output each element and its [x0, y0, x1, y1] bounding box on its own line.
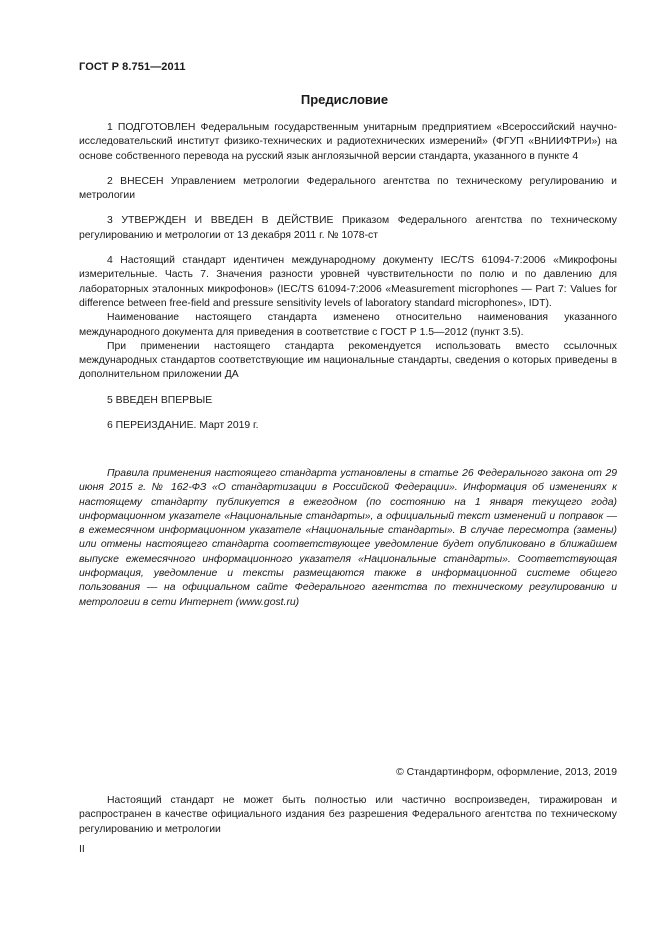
preface-item-4: 4 Настоящий стандарт идентичен международному документу IEC/TS 61094-7:2006 «Микрофоны измерительные. Часть 7. Значения разности уровней чувствительности по полю и по давлению для лабораторных эталонных микрофонов» (IEC/TS 61094-7:2006 «Measurement microphones — Part 7: Values for difference between free-field and pressure sensitivity levels of laboratory standard microphones», IDT). — [79, 255, 617, 309]
preface-body — [79, 121, 617, 433]
preface-item-5: 5 ВВЕДЕН ВПЕРВЫЕ — [107, 394, 213, 406]
copyright-line: © Стандартинформ, оформление, 2013, 2019 — [396, 767, 617, 778]
page-title: Предисловие — [300, 92, 389, 107]
preface-item-3: 3 УТВЕРЖДЕН И ВВЕДЕН В ДЕЙСТВИЕ Приказом Федерального агентства по техническому регулированию и метрологии от 13 декабря 2011 г. № 1078-ст — [79, 215, 617, 241]
preface-item-4-reference-note: При применении настоящего стандарта рекомендуется использовать вместо ссылочных международных стандартов соответствующие им национальные стандарты, сведения о которых приведены в дополнительном приложении ДА — [79, 340, 617, 381]
page-number: II — [79, 844, 85, 855]
reproduction-notice: Настоящий стандарт не может быть полностью или частично воспроизведен, тиражирован и распространен в качестве официального издания без разрешения Федерального агентства по техническому регулированию и метрологии — [79, 795, 617, 835]
preface-item-1: 1 ПОДГОТОВЛЕН Федеральным государственным унитарным предприятием «Всероссийский научно-исследовательский институт физико-технических и радиотехнических измерений» (ФГУП «ВНИИФТРИ») на основе собственного перевода на русский язык англоязычной версии стандарта, указанного в пункте 4 — [79, 122, 617, 162]
preface-item-6: 6 ПЕРЕИЗДАНИЕ. Март 2019 г. — [107, 420, 259, 432]
standard-code: ГОСТ Р 8.751—2011 — [79, 61, 186, 73]
preface-item-2: 2 ВНЕСЕН Управлением метрологии Федерального агентства по техническому регулированию и метрологии — [79, 175, 617, 202]
application-rules-notice: Правила применения настоящего стандарта установлены в статье 26 Федерального закона от 29 июня 2015 г. № 162-ФЗ «О стандартизации в Российской Федерации». Информация об изменениях к настоящему стандарту публикуется в ежегодном (по состоянию на 1 января текущего года) информационном указателе «Национальные стандарты», а официальный текст изменений и поправок — в ежемесячном информационном указателе «Национальные стандарты». В случае пересмотра (замены) или отмены настоящего стандарта соответствующее уведомление будет опубликовано в ближайшем выпуске ежемесячного информационного указателя «Национальные стандарты». Соответствующая информация, уведомление и тексты размещаются также в информационной системе общего пользования — на официальном сайте Федерального агентства по техническому регулированию и метрологии в сети Интернет (www.gost.ru) — [79, 468, 617, 608]
preface-item-4-name-note: Наименование настоящего стандарта изменено относительно наименования указанного международного документа для приведения в соответствие с ГОСТ Р 1.5—2012 (пункт 3.5). — [79, 312, 617, 338]
